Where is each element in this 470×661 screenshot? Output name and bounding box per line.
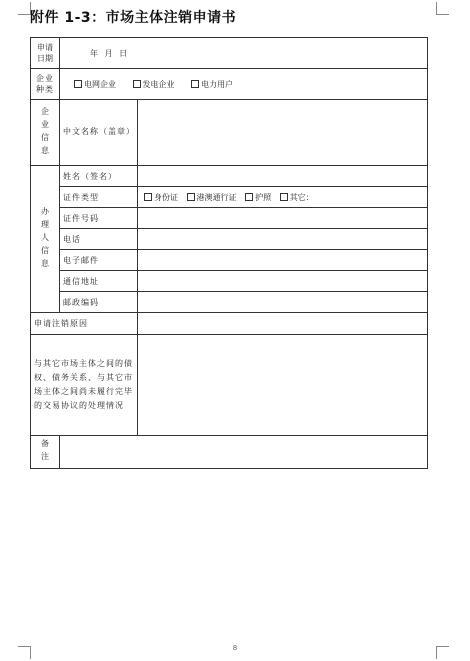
enterprise-info-section-label: 企业信息 xyxy=(31,100,60,166)
checkbox-icon[interactable] xyxy=(187,193,195,201)
relations-field[interactable] xyxy=(138,335,428,436)
enterprise-name-row xyxy=(31,100,428,166)
checkbox-icon[interactable] xyxy=(133,80,141,88)
enterprise-type-label: 企业种类 xyxy=(31,69,60,100)
checkbox-icon[interactable] xyxy=(191,80,199,88)
enterprise-type-option[interactable]: 发电企业 xyxy=(133,80,175,89)
email-field[interactable] xyxy=(138,250,428,271)
relations-row xyxy=(31,335,428,436)
id-type-option[interactable]: 港澳通行证 xyxy=(187,193,237,202)
checkbox-icon[interactable] xyxy=(280,193,288,201)
handler-name-field[interactable] xyxy=(138,166,428,187)
application-date-field[interactable]: 年 月 日 xyxy=(60,38,428,69)
remarks-field[interactable] xyxy=(60,436,428,469)
page-number: 8 xyxy=(232,644,238,652)
checkbox-icon[interactable] xyxy=(74,80,82,88)
enterprise-type-option[interactable]: 电网企业 xyxy=(74,80,116,89)
postcode-label: 邮政编码 xyxy=(60,292,138,313)
handler-info-section-label: 办理人信息 xyxy=(31,166,60,313)
enterprise-type-row xyxy=(31,69,428,100)
phone-row xyxy=(31,229,428,250)
handler-name-label: 姓名（签名） xyxy=(60,166,138,187)
enterprise-type-option[interactable]: 电力用户 xyxy=(191,80,233,89)
id-type-row xyxy=(31,187,428,208)
id-type-label: 证件类型 xyxy=(60,187,138,208)
cancel-reason-label: 申请注销原因 xyxy=(31,313,138,335)
application-date-label: 申请日期 xyxy=(31,38,60,69)
enterprise-name-label: 中文名称（盖章） xyxy=(60,100,138,166)
checkbox-icon[interactable] xyxy=(245,193,253,201)
email-row xyxy=(31,250,428,271)
remarks-label: 备注 xyxy=(31,436,60,469)
postcode-row xyxy=(31,292,428,313)
corner-mark-top-right xyxy=(436,2,449,15)
cancel-reason-field[interactable] xyxy=(138,313,428,335)
postcode-field[interactable] xyxy=(138,292,428,313)
handler-name-row xyxy=(31,166,428,187)
document-title: 附件 1-3：市场主体注销申请书 xyxy=(30,10,237,26)
address-field[interactable] xyxy=(138,271,428,292)
id-type-option[interactable]: 其它： xyxy=(280,193,314,202)
id-number-field[interactable] xyxy=(138,208,428,229)
application-form xyxy=(30,37,428,469)
address-label: 通信地址 xyxy=(60,271,138,292)
relations-label: 与其它市场主体之间的债权、债务关系、与其它市场主体之间尚未履行完毕的交易协议的处理情况 xyxy=(31,335,138,436)
remarks-row xyxy=(31,436,428,469)
id-type-option[interactable]: 护照 xyxy=(245,193,271,202)
checkbox-icon[interactable] xyxy=(144,193,152,201)
cancel-reason-row xyxy=(31,313,428,335)
id-number-label: 证件号码 xyxy=(60,208,138,229)
address-row xyxy=(31,271,428,292)
phone-label: 电话 xyxy=(60,229,138,250)
application-date-row xyxy=(31,38,428,69)
enterprise-name-field[interactable] xyxy=(138,100,428,166)
id-type-option[interactable]: 身份证 xyxy=(144,193,178,202)
id-number-row xyxy=(31,208,428,229)
email-label: 电子邮件 xyxy=(60,250,138,271)
phone-field[interactable] xyxy=(138,229,428,250)
